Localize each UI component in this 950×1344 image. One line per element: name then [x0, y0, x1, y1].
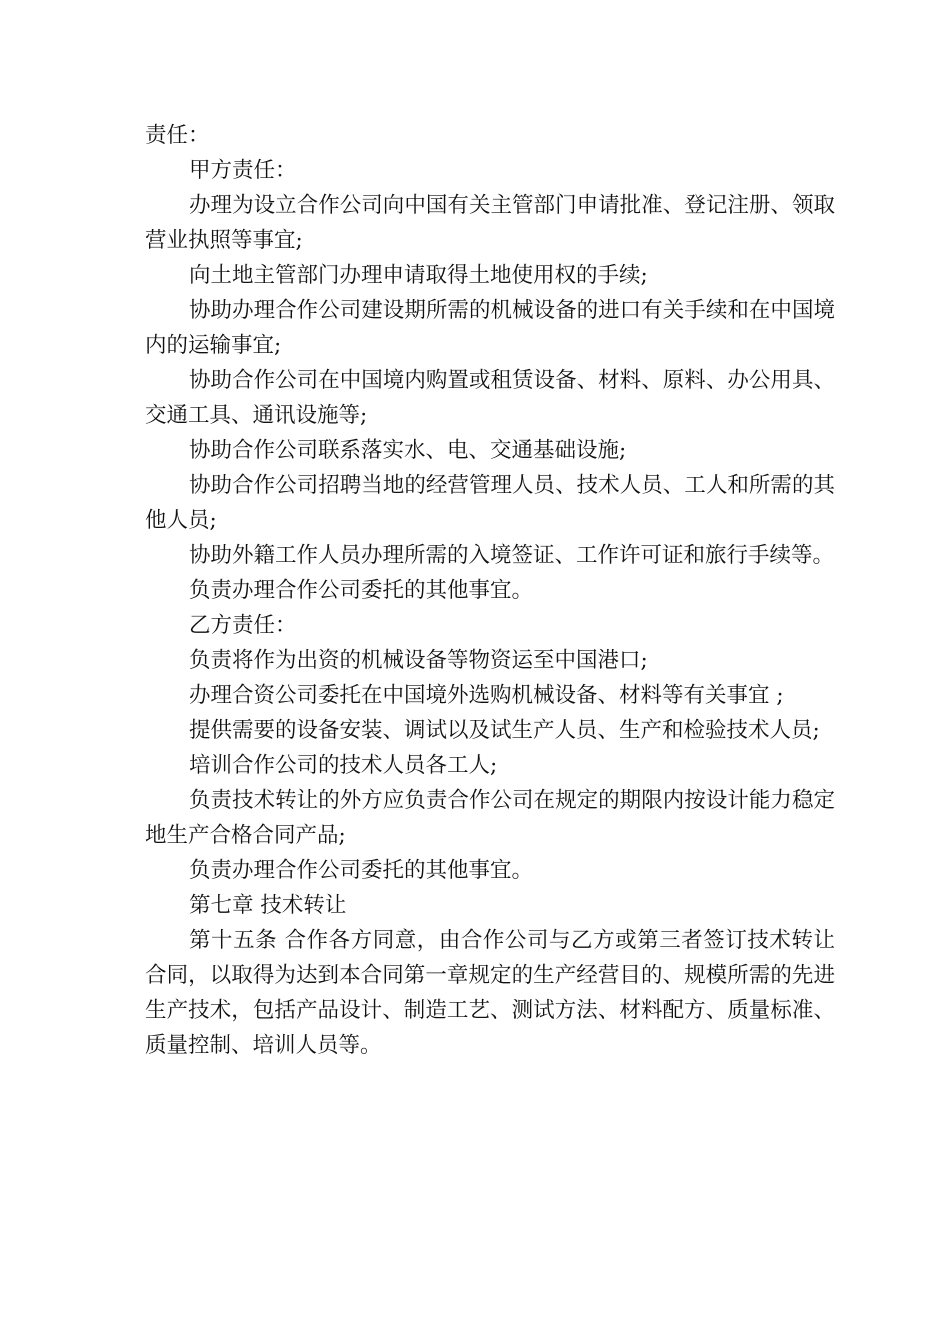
paragraph-party-b-item: 负责将作为出资的机械设备等物资运至中国港口; [189, 648, 648, 673]
paragraph-party-b-heading: 乙方责任： [189, 613, 297, 638]
paragraph-party-a-item: 协助合作公司招聘当地的经营管理人员、技术人员、工人和所需的其他人员; [145, 473, 835, 533]
paragraph-party-a-item: 协助办理合作公司建设期所需的机械设备的进口有关手续和在中国境内的运输事宜; [145, 298, 835, 358]
paragraph-responsibilities-heading: 责任： [145, 123, 210, 148]
paragraph-party-b-item: 办理合资公司委托在中国境外选购机械设备、材料等有关事宜 ; [189, 683, 784, 708]
paragraph-party-a-item: 协助合作公司在中国境内购置或租赁设备、材料、原料、办公用具、交通工具、通讯设施等; [145, 368, 835, 428]
paragraph-party-a-item: 负责办理合作公司委托的其他事宜。 [189, 578, 534, 603]
paragraph-party-a-item: 办理为设立合作公司向中国有关主管部门申请批准、登记注册、领取营业执照等事宜; [145, 193, 835, 253]
article-paragraph: 第十五条 合作各方同意，由合作公司与乙方或第三者签订技术转让合同，以取得为达到本合同第一章规定的生产经营目的、规模所需的先进生产技术，包括产品设计、制造工艺、测试方法、材料配方、质量标准、质量控制、培训人员等。 [145, 928, 835, 1058]
paragraph-party-b-item: 负责办理合作公司委托的其他事宜。 [189, 858, 534, 883]
paragraph-party-b-item: 提供需要的设备安装、调试以及试生产人员、生产和检验技术人员; [189, 718, 820, 743]
chapter-heading: 第七章 技术转让 [189, 893, 347, 918]
document-body [145, 118, 835, 1063]
paragraph-party-a-item: 向土地主管部门办理申请取得土地使用权的手续; [189, 263, 648, 288]
paragraph-party-a-item: 协助外籍工作人员办理所需的入境签证、工作许可证和旅行手续等。 [189, 543, 835, 568]
paragraph-party-b-item: 负责技术转让的外方应负责合作公司在规定的期限内按设计能力稳定地生产合格合同产品; [145, 788, 835, 848]
paragraph-party-b-item: 培训合作公司的技术人员各工人; [189, 753, 498, 778]
paragraph-party-a-item: 协助合作公司联系落实水、电、交通基础设施; [189, 438, 627, 463]
paragraph-party-a-heading: 甲方责任： [189, 158, 297, 183]
